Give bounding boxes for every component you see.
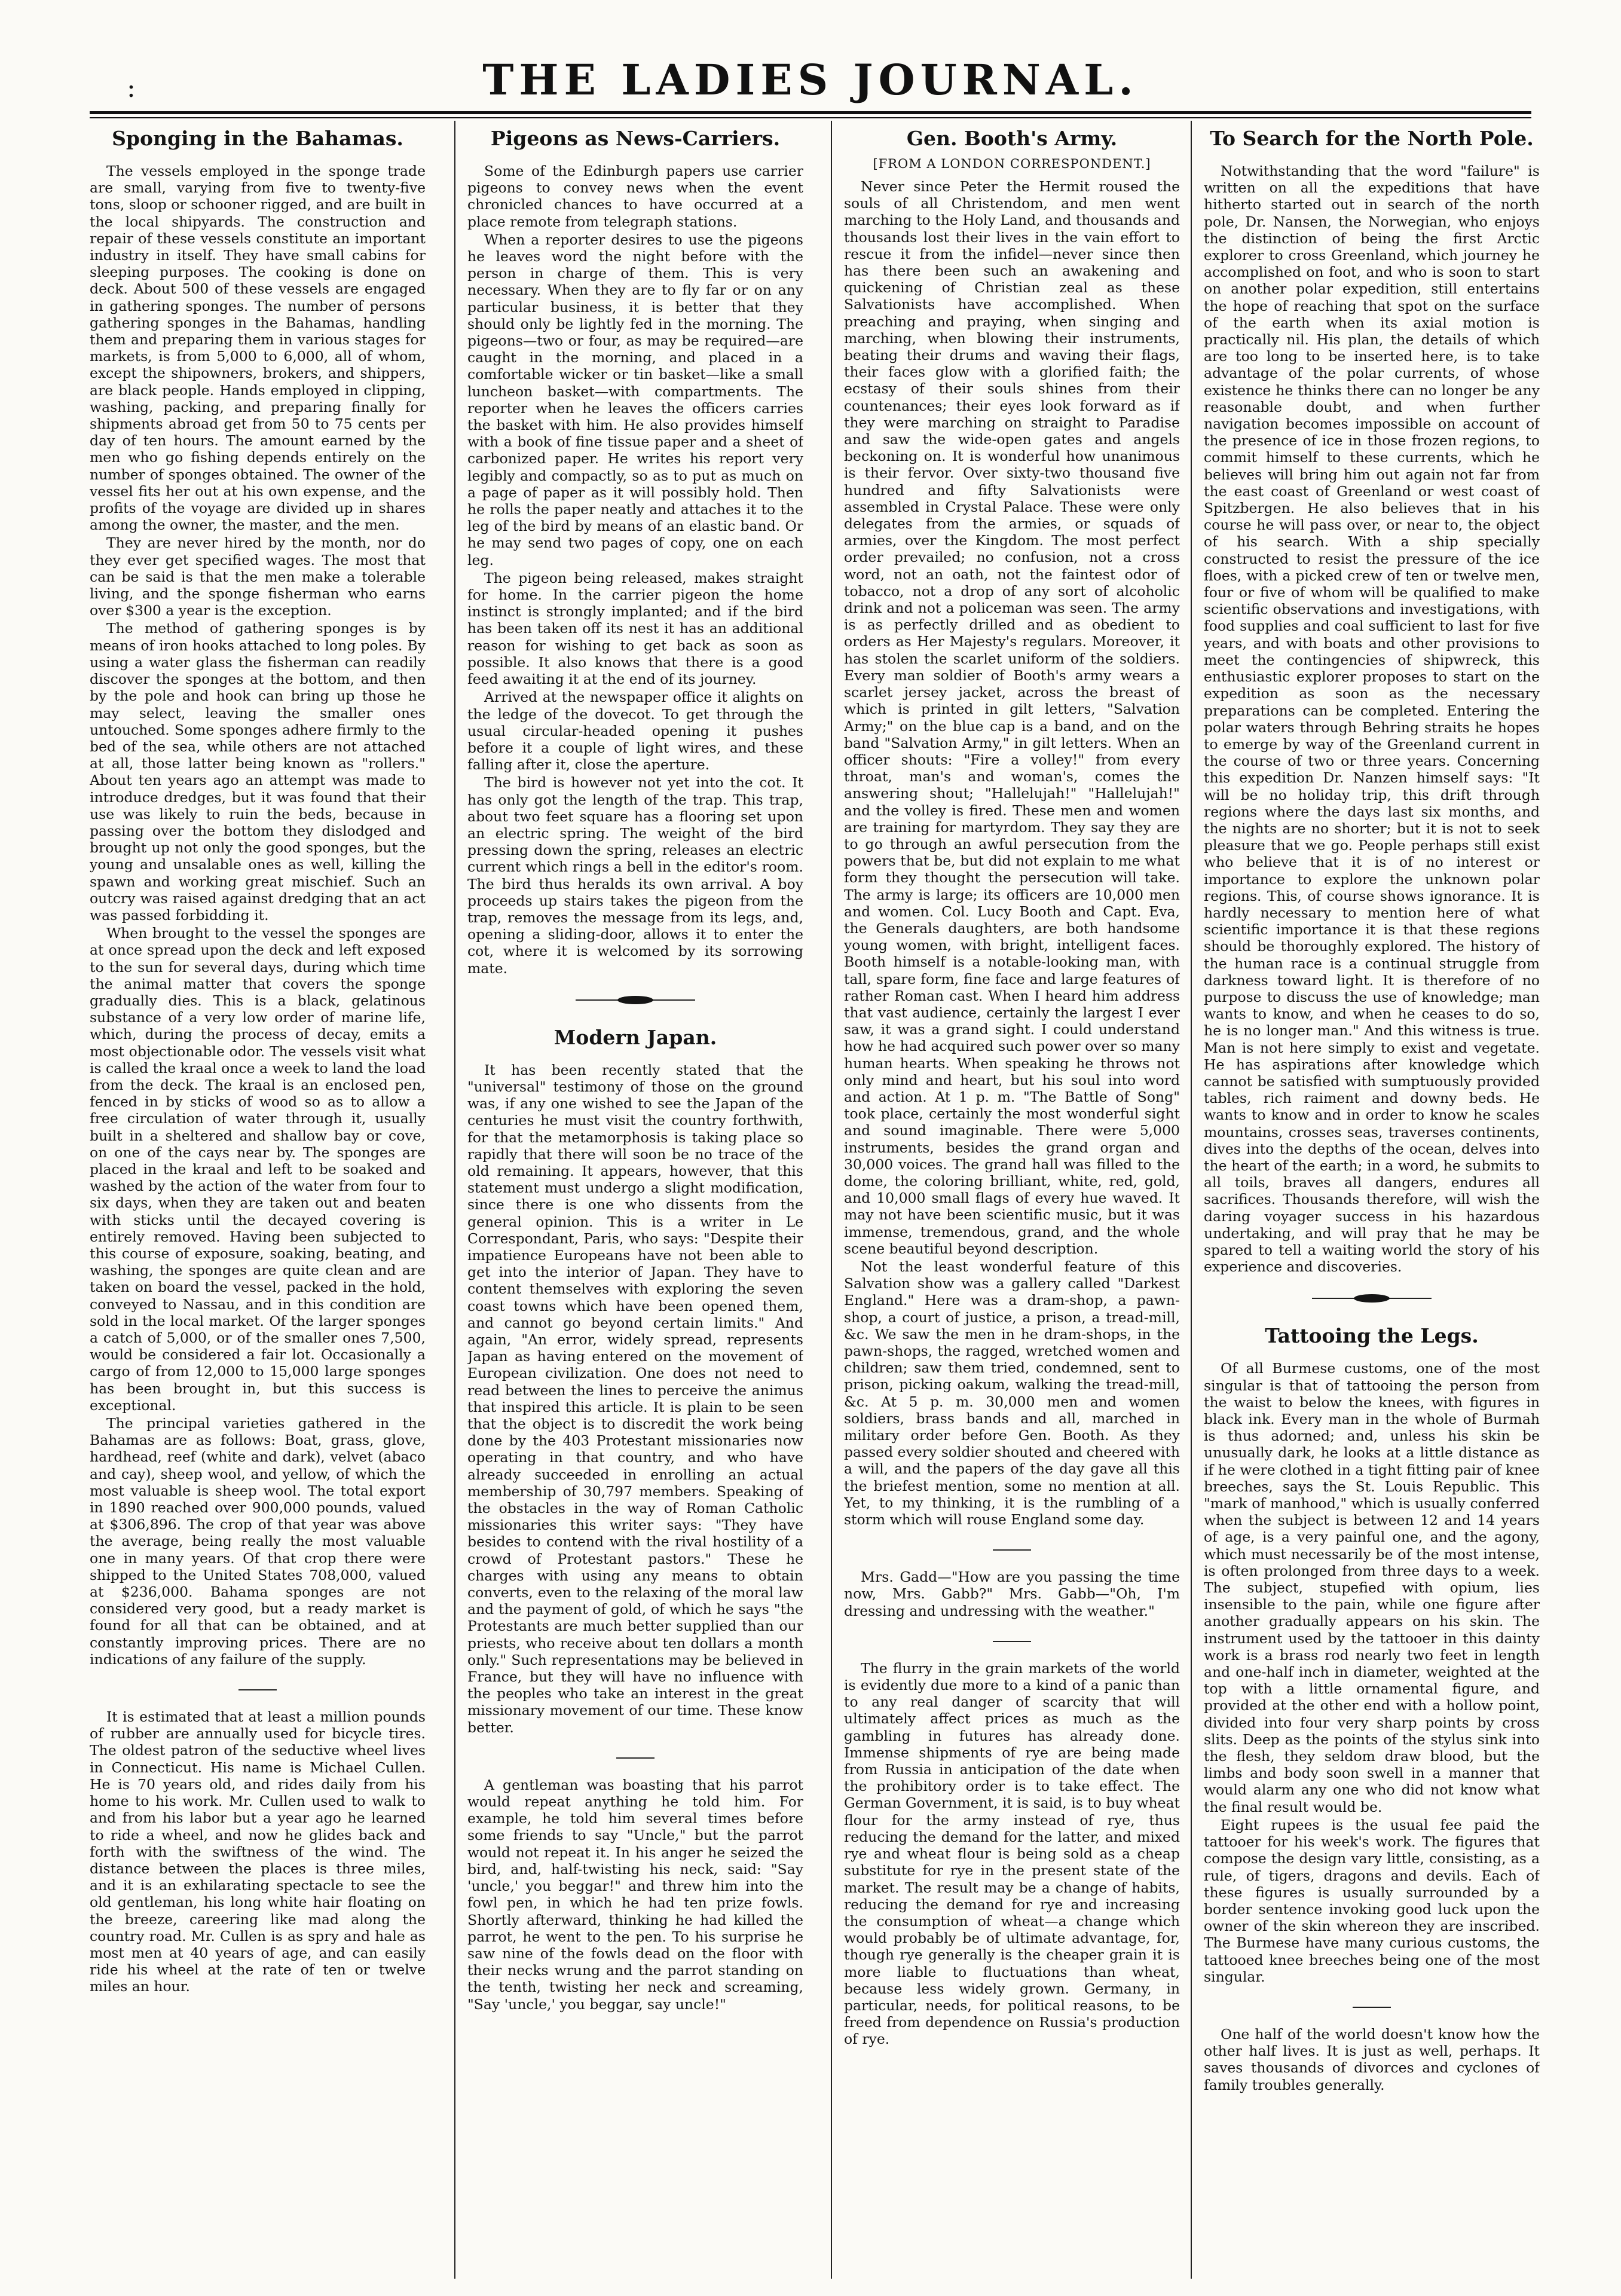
article-paragraph: Never since Peter the Hermit roused the souls of all Christendom, and men went marching to the Holy Land, and thousands and thousands lost their lives in the vain effort to rescue it from the infidel—never since then has there been such an awakening and quickening of Christian zeal as these Salvationists have accomplished. When preaching and praying, when singing and marching, when blowing their instruments, beating their drums and waving their flags, their faces glow with a glorified faith; the ecstasy of their souls shines from their countenances; their eyes look forward as if they were marching on straight to Paradise and saw the wide-open gates and angels beckoning on. It is wonderful how unanimous is their fervor. Over sixty-two thousand five hundred and fifty Salvationists were assembled in Crystal Palace. These were only delegates from the armies, or squads of armies, over the Kingdom. The most perfect order prevailed; no confusion, not a cross word, not an oath, not the faintest odor of tobacco, not a drop of any sort of alcoholic drink and not a policeman was seen. The army is as perfectly drilled and as obedient to orders as Her Majesty's regulars. Moreover, it has stolen the scarlet uniform of the soldiers. Every man soldier of Booth's army wears a scarlet jersey jacket, across the breast of which is printed in gilt letters, "Salvation Army;" on the blue cap is a band, and on the band "Salvation Army," in gilt letters. When an officer shouts: "Fire a volley!" from every throat, man's and woman's, comes the answering shout; "Hallelujah!" "Hallelujah!" and the volley is fired. These men and women are training for martyrdom. They say they are to go through an awful persecution from the powers that be, but did not explain to me what form they thought the persecution will take. The army is large; its officers are 10,000 men and women. Col. Lucy Booth and Capt. Eva, the Generals daughters, are both handsome young women, with bright, intelligent faces. Booth himself is a notable-looking man, with tall, spare form, fine face and large features of rather Roman cast. When I heard him address that vast audience, certainly the largest I ever saw, it was a grand sight. I could understand how he had acquired such power over so many human hearts. When speaking he throws not only mind and heart, but his soul into word and action. At 1 p. m. "The Battle of Song" took place, certainly the most wonderful sight and sound imaginable. There were 5,000 instruments, besides the grand organ and 30,000 voices. The grand hall was filled to the dome, the coloring brilliant, white, red, gold, and 10,000 small flags of every hue waved. It may not have been scientific music, but it was immense, tremendous, grand, and the whole scene beautiful beyond description.: [844, 178, 1180, 1257]
masthead: [0, 0, 1621, 114]
article-parrot: [467, 1777, 803, 2013]
article-paragraph: Mrs. Gadd—"How are you passing the time now, Mrs. Gabb?" Mrs. Gabb—"Oh, I'm dressing and undressing with the weather.": [844, 1569, 1180, 1619]
article-paragraph: Not the least wonderful feature of this Salvation show was a gallery called "Darkest England." Here was a dram-shop, a pawn-shop, a court of justice, a prison, a tread-mill, &c. We saw the men in he dram-shops, in the pawn-shops, the ragged, wretched women and children; saw them tried, condemned, sent to prison, picking oakum, walking the tread-mill, &c. At 5 p. m. 30,000 men and women soldiers, brass bands and all, marched in military order before Gen. Booth. As they passed every soldier shouted and cheered with a will, and the papers of the day gave all this the briefest mention, some no mention at all. Yet, to my thinking, it is the rumbling of a storm which will rouse England some day.: [844, 1258, 1180, 1528]
article-paragraph: Eight rupees is the usual fee paid the tattooer for his week's work. The figures that compose the design vary little, consisting, as a rule, of tigers, dragons and devils. Each of these figures is usually surrounded by a border sentence invoking good luck upon the owner of the skin whereon they are inscribed. The Burmese have many curious customs, the tattooed knee breeches being one of the most singular.: [1204, 1816, 1540, 1985]
ornament-separator: [576, 995, 695, 1005]
column-1: [90, 127, 426, 2273]
column-divider: [1191, 121, 1192, 2279]
article-halfwives: [1204, 2026, 1540, 2093]
article-grain: [844, 1660, 1180, 2048]
article-sponging: [90, 127, 426, 1668]
column-2: [467, 127, 803, 2273]
column-3: [844, 127, 1180, 2273]
masthead-rule-thin: [90, 117, 1531, 118]
article-paragraph: The principal varieties gathered in the Bahamas are as follows: Boat, grass, glove, hardhead, reef (white and dark), velvet (abaco and cay), sheep wool, and yellow, of which the most valuable is sheep wool. The total export in 1890 reached over 900,000 pounds, valued at $306,896. The crop of that year was above the average, being really the most valuable one in many years. Of that crop there were shipped to the United States 708,000, valued at $236,000. Bahama sponges are not considered very good, but a ready market is found for all that can be obtained, and at constantly improving prices. There are no indications of any failure of the supply.: [90, 1415, 426, 1668]
article-japan: [467, 1026, 803, 1736]
article-headline: Tattooing the Legs.: [1265, 1324, 1479, 1348]
article-tattooing: [1204, 1324, 1540, 1985]
article-paragraph: It has been recently stated that the "universal" testimony of those on the ground was, if any one wished to see the Japan of the centuries he must visit the country forthwith, for that the metamorphosis is taking place so rapidly that there will soon be no trace of the old remaining. It appears, however, that this statement must undergo a slight modification, since there is one who dissents from the general opinion. This is a writer in Le Correspondant, Paris, who says: "Despite their impatience Europeans have not been able to get into the interior of Japan. They have to content themselves with exploring the seven coast towns which have been opened them, and cannot go beyond certain limits." And again, "An error, widely spread, represents Japan as having entered on the movement of European civilization. One does not need to read between the lines to perceive the animus that inspired this article. It is plain to be seen that the object is to discredit the work being done by the 403 Protestant missionaries now operating in that country, and who have already succeeded in enrolling an actual membership of 30,797 members. Speaking of the obstacles in the way of Roman Catholic missionaries this writer says: "They have besides to contend with the rival hostility of a crowd of Protestant pastors." These he charges with using any means to obtain converts, even to the relaxing of the moral law and the payment of gold, of which he says "the Protestants are much better supplied than our priests, who receive about ten dollars a month only." Such representations may be believed in France, but they will have no influence with the peoples who take an interest in the great missionary movement of our time. These know better.: [467, 1061, 803, 1736]
column-4: [1204, 127, 1540, 2273]
article-headline: Gen. Booth's Army.: [906, 127, 1118, 150]
newspaper-title: THE LADIES JOURNAL.: [482, 55, 1139, 105]
masthead-rule: [90, 111, 1531, 114]
article-headline: Modern Japan.: [553, 1025, 717, 1049]
article-paragraph: The flurry in the grain markets of the world is evidently due more to a kind of a panic than to any real danger of scarcity that will ultimately affect prices as much as the gambling in futures has already done. Immense shipments of rye are being made from Russia in anticipation of the date when the prohibitory order is to take effect. The German Government, it is said, is to buy wheat flour for the army instead of rye, thus reducing the demand for the latter, and mixed rye and wheat flour is being sold as a cheap substitute for rye in the present state of the market. The result may be a change of habits, reducing the demand for rye and increasing the consumption of wheat—a change which would probably be of ultimate advantage, for, though rye generally is the cheaper grain it is more liable to fluctuations than wheat, because less widely grown. Germany, in particular, needs, for political reasons, to be freed from dependence on Russia's production of rye.: [844, 1659, 1180, 2048]
article-headline: Pigeons as News-Carriers.: [490, 127, 781, 150]
column-divider: [831, 121, 832, 2279]
article-paragraph: The vessels employed in the sponge trade are small, varying from five to twenty-five tons, sloop or schooner rigged, and are built in the local shipyards. The construction and repair of these vessels constitute an important industry in itself. They have small cabins for sleeping purposes. The cooking is done on deck. About 500 of these vessels are engaged in gathering sponges. The number of persons gathering sponges in the Bahamas, handling them and preparing them in various stages for markets, is from 5,000 to 6,000, all of whom, except the shipowners, brokers, and shippers, are black people. Hands employed in clipping, washing, packing, and preparing finally for shipments abroad get from 50 to 75 cents per day of ten hours. The amount earned by the men who go fishing depends entirely on the number of sponges obtained. The owner of the vessel fits her out at his own expense, and the profits of the voyage are divided up in shares among the owner, the master, and the men.: [90, 163, 426, 534]
article-pigeons: [467, 127, 803, 977]
article-paragraph: The method of gathering sponges is by means of iron hooks attached to long poles. By using a water glass the fisherman can readily discover the sponges at the bottom, and then by the pole and hook can bring up those he may select, leaving the smaller ones untouched. Some sponges adhere firmly to the bed of the sea, while others are not attached at all, those latter being known as "rollers." About ten years ago an attempt was made to introduce dredges, but it was found that their use was likely to ruin the beds, because in passing over the bottom they dislodged and brought up not only the good sponges, but the young and unsalable ones as well, killing the spawn and working great mischief. Such an outcry was raised against dredging that an act was passed forbidding it.: [90, 620, 426, 924]
article-headline: Sponging in the Bahamas.: [112, 127, 403, 150]
article-paragraph: A gentleman was boasting that his parrot would repeat anything he told him. For example, he told him several times before some friends to say "Uncle," but the parrot would not repeat it. In his anger he seized the bird, and, half-twisting his neck, said: "Say 'uncle,' you beggar!" and threw him into the fowl pen, in which he had ten prize fowls. Shortly afterward, thinking he had killed the parrot, he went to the pen. To his surprise he saw nine of the fowls dead on the floor with their necks wrung and the parrot standing on the tenth, twisting her neck and screaming, "Say 'uncle,' you beggar, say uncle!": [467, 1776, 803, 2013]
article-gadd: [844, 1569, 1180, 1619]
article-booth: [844, 127, 1180, 1528]
article-paragraph: Notwithstanding that the word "failure" is written on all the expeditions that have hitherto started out in search of the north pole, Dr. Nansen, the Norwegian, who enjoys the distinction of being the first Arctic explorer to cross Greenland, which journey he accomplished on foot, and who is soon to start on another polar expedition, still entertains the hope of reaching that spot on the surface of the earth when its axial motion is practically nil. His plan, the details of which are too long to be inserted here, is to take advantage of the polar currents, of whose existence he thinks there can no longer be any reasonable doubt, and when further navigation becomes impossible on account of the presence of ice in those frozen regions, to commit himself to these currents, which he believes will bring him out again not far from the east coast of Greenland or west coast of Spitzbergen. He also believes that in his course he will pass over, or near to, the object of his search. With a ship specially constructed to resist the pressure of the ice floes, with a picked crew of ten or twelve men, four or five of whom will be qualified to make scientific observations and investigations, with food supplies and coal sufficient to last for five years, and with boats and other provisions to meet the contingencies of shipwreck, this enthusiastic explorer proposes to start on the expedition as soon as the necessary preparations can be completed. Entering the polar waters through Behring straits he hopes to emerge by way of the Greenland current in the course of two or three years. Concerning this expedition Dr. Nanzen himself says: "It will be no holiday trip, this drift through regions where the days last six months, and the nights are no shorter; but it is not to seek pleasure that we go. People perhaps still exist who believe that it is of no interest or importance to explore the unknown polar regions. This, of course shows ignorance. It is hardly necessary to mention here of what scientific importance it is that these regions should be thoroughly explored. The history of the human race is a continual struggle from darkness toward light. It is therefore of no purpose to discuss the use of knowledge; man wants to know, and when he ceases to do so, he is no longer man." And this witness is true. Man is not here simply to exist and vegetate. He has aspirations after knowledge which cannot be satisfied with sumptuously provided tables, rich raiment and downy beds. He wants to know and in order to know he scales mountains, crosses seas, traverses continents, dives into the depths of the ocean, delves into the heart of the earth; in a word, he submits to all toils, braves all dangers, endures all sacrifices. Thousands therefore, will wish the daring voyager success in his hazardous undertaking, and will pray that he may be spared to tell a waiting world the story of his experience and discoveries.: [1204, 163, 1540, 1276]
section-separator: [616, 1757, 654, 1759]
article-paragraph: One half of the world doesn't know how the other half lives. It is just as well, perhaps. It saves thousands of divorces and cyclones of family troubles generally.: [1204, 2025, 1540, 2093]
section-separator: [1353, 2007, 1391, 2008]
section-separator: [238, 1689, 277, 1690]
page-mark: :: [127, 73, 136, 103]
article-paragraph: The pigeon being released, makes straight for home. In the carrier pigeon the home instinct is strongly implanted; and if the bird has been taken off its nest it has an additional reason for wishing to get back as soon as possible. It also knows that there is a good feed awaiting it at the end of its journey.: [467, 569, 803, 688]
article-byline: [FROM A LONDON CORRESPONDENT.]: [873, 157, 1151, 171]
article-paragraph: It is estimated that at least a million pounds of rubber are annually used for bicycle tires. The oldest patron of the seductive wheel lives in Connecticut. His name is Michael Cullen. He is 70 years old, and rides daily from his home to his work. Mr. Cullen used to walk to and from his labor but a year ago he learned to ride a wheel, and now he glides back and forth with the swiftness of the wind. The distance between the places is three miles, and it is an exhilarating spectacle to see the old gentleman, his long white hair floating on the breeze, careering like mad along the country road. Mr. Cullen is as spry and hale as most men at 40 years of age, and can easily ride his wheel at the rate of ten or twelve miles an hour.: [90, 1708, 426, 1995]
article-paragraph: Of all Burmese customs, one of the most singular is that of tattooing the person from the waist to below the knees, with figures in black ink. Every man in the whole of Burmah is thus adorned; and, unless his skin be unusually dark, he looks at a little distance as if he were clothed in a tight fitting pair of knee breeches, says the St. Louis Republic. This "mark of manhood," which is usually conferred when the subject is between 12 and 14 years of age, is a very painful one, and the agony, which must necessarily be of the most intense, is often prolonged from three days to a week. The subject, stupefied with opium, lies insensible to the pain, while one figure after another gradually appears on his skin. The instrument used by the tattooer in this dainty work is a brass rod nearly two feet in length and one-half inch in diameter, weighted at the top with a little ornamental figure, and provided at the other end with a hollow point, divided into four very sharp points by cross slits. Deep as the points of the stylus sink into the flesh, they seldom draw blood, but the limbs and body soon swell in a manner that would alarm any one who did not know what the final result would be.: [1204, 1360, 1540, 1815]
article-northpole: [1204, 127, 1540, 1275]
article-headline: To Search for the North Pole.: [1210, 127, 1534, 150]
article-paragraph: When a reporter desires to use the pigeons he leaves word the night before with the person in charge of them. This is very necessary. When they are to fly far or on any particular business, it is better that they should only be lightly fed in the morning. The pigeons—two or four, as may be required—are caught in the morning, and placed in a comfortable wicker or tin basket—like a small luncheon basket—with compartments. The reporter when he leaves the officers carries the basket with him. He also provides himself with a book of fine tissue paper and a sheet of carbonized paper. He writes his report very legibly and compactly, so as to put as much on a page of paper as it will possibly hold. Then he rolls the paper neatly and attaches it to the leg of the bird by means of an elastic band. Or he may send two pages of copy, one on each leg.: [467, 231, 803, 568]
article-paragraph: When brought to the vessel the sponges are at once spread upon the deck and left exposed to the sun for several days, during which time the animal matter that covers the sponge gradually dies. This is a black, gelatinous substance of a very low order of marine life, which, during the process of decay, emits a most objectionable odor. The vessels visit what is called the kraal once a week to land the load from the deck. The kraal is an enclosed pen, fenced in by sticks of wood so as to allow a free circulation of water through it, usually built in a sheltered and shallow bay or cove, on one of the cays near by. The sponges are placed in the kraal and left to be soaked and washed by the action of the water from four to six days, when they are taken out and beaten with sticks until the decayed covering is entirely removed. Having been subjected to this course of exposure, soaking, beating, and washing, the sponges are quite clean and are taken on board the vessel, packed in the hold, conveyed to Nassau, and in this condition are sold in the local market. Of the larger sponges a catch of 5,000, or of the smaller ones 7,500, would be considered a fair lot. Occasionally a cargo of from 12,000 to 15,000 large sponges has been brought in, but this success is exceptional.: [90, 925, 426, 1414]
column-divider: [454, 121, 455, 2279]
article-paragraph: They are never hired by the month, nor do they ever get specified wages. The most that can be said is that the men make a tolerable living, and the sponge fisherman who earns over $300 a year is the exception.: [90, 534, 426, 619]
ornament-separator: [1312, 1293, 1432, 1304]
article-paragraph: The bird is however not yet into the cot. It has only got the length of the trap. This trap, about two feet square has a flooring set upon an electric spring. The weight of the bird pressing down the spring, releases an electric current which rings a bell in the editor's room. The bird thus heralds its own arrival. A boy proceeds up stairs takes the pigeon from the trap, removes the message from its legs, and, opening a sliding-door, allows it to enter the cot, where it is welcomed by its sorrowing mate.: [467, 774, 803, 977]
article-paragraph: Some of the Edinburgh papers use carrier pigeons to convey news when the event chronicled chances to have occurred at a place remote from telegraph stations.: [467, 163, 803, 230]
article-paragraph: Arrived at the newspaper office it alights on the ledge of the dovecot. To get through the usual circular-headed opening it pushes before it a couple of light wires, and these falling after it, close the aperture.: [467, 689, 803, 774]
section-separator: [993, 1641, 1031, 1642]
article-rubber: [90, 1708, 426, 1995]
section-separator: [993, 1549, 1031, 1551]
